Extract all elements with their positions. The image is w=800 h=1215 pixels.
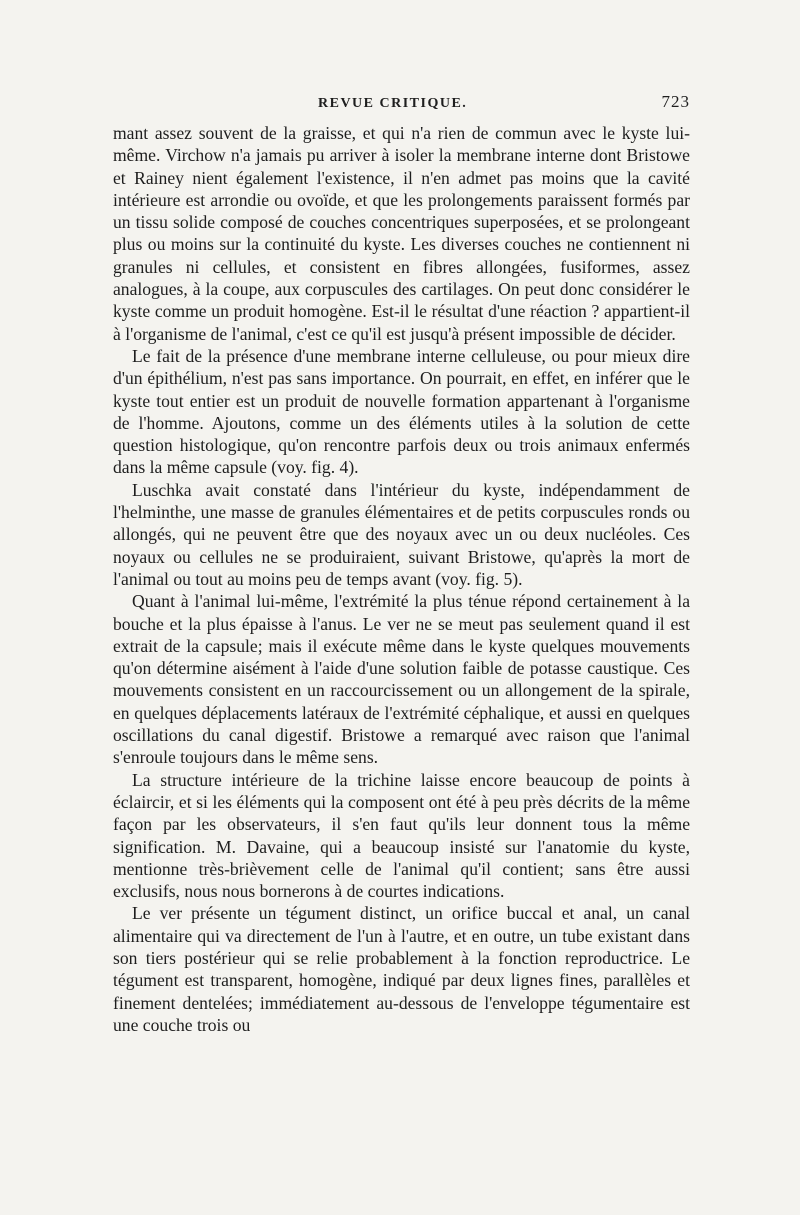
paragraph: La structure intérieure de la trichine laisse encore beaucoup de points à éclaircir, et si les éléments qui la composent ont été à peu près décrits de la même façon par les observateurs, il s'en faut qu'ils leur donnent tous la même signification. M. Davaine, qui a beaucoup insisté sur l'anatomie du kyste, mentionne très-brièvement celle de l'animal qu'il contient; sans être aussi exclusifs, nous nous bornerons à de courtes indications.: [113, 769, 690, 902]
running-title: REVUE CRITIQUE.: [318, 96, 468, 111]
paragraph: Quant à l'animal lui-même, l'extrémité la plus ténue répond certainement à la bouche et la plus épaisse à l'anus. Le ver ne se meut pas seulement quand il est extrait de la capsule; mais il exécute même dans le kyste quelques mouvements qu'on détermine aisément à l'aide d'une solution faible de potasse caustique. Ces mouvements consistent en un raccourcissement ou un allongement de la spirale, en quelques déplacements latéraux de l'extrémité céphalique, et aussi en quelques oscillations du canal digestif. Bristowe a remarqué avec raison que l'animal s'enroule toujours dans le même sens.: [113, 591, 690, 768]
page-number: 723: [661, 92, 690, 111]
paragraph: Le ver présente un tégument distinct, un orifice buccal et anal, un canal alimentaire qui va directement de l'un à l'autre, et en outre, un tube existant dans son tiers postérieur qui se relie probablement à la fonction reproductrice. Le tégument est transparent, homogène, indiqué par deux lignes fines, parallèles et finement dentelées; immédiatement au-dessous de l'enveloppe tégumentaire est une couche trois ou: [113, 903, 690, 1035]
paragraph: Luschka avait constaté dans l'intérieur du kyste, indépendamment de l'helminthe, une masse de granules élémentaires et de petits corpuscules ronds ou allongés, qui ne peuvent être que des noyaux avec un ou deux nucléoles. Ces noyaux ou cellules ne se produiraient, suivant Bristowe, qu'après la mort de l'animal ou tout au moins peu de temps avant (voy. fig. 5).: [113, 479, 690, 589]
paragraph: mant assez souvent de la graisse, et qui n'a rien de commun avec le kyste lui-même. Virchow n'a jamais pu arriver à isoler la membrane interne dont Bristowe et Rainey nient également l'existence, il n'en admet pas moins que la cavité intérieure est arrondie ou ovoïde, et que les prolongements paraissent formés par un tissu solide composé de couches concentriques superposées, et se prolongeant plus ou moins sur la continuité du kyste. Les diverses couches ne contiennent ni granules ni cellules, et consistent en fibres allongées, fusiformes, assez analogues, à la coupe, aux corpuscules des cartilages. On peut donc considérer le kyste comme un produit homogène. Est-il le résultat d'une réaction ? appartient-il à l'organisme de l'animal, c'est ce qu'il est jusqu'à présent impossible de décider.: [113, 123, 690, 344]
body-text: [113, 122, 690, 1036]
paragraph: Le fait de la présence d'une membrane interne celluleuse, ou pour mieux dire d'un épithélium, n'est pas sans importance. On pourrait, en effet, en inférer que le kyste tout entier est un produit de nouvelle formation appartenant à l'organisme de l'homme. Ajoutons, comme un des éléments utiles à la solution de cette question histologique, qu'on rencontre parfois deux ou trois animaux enfermés dans la même capsule (voy. fig. 4).: [113, 345, 690, 478]
running-head: [113, 88, 690, 118]
